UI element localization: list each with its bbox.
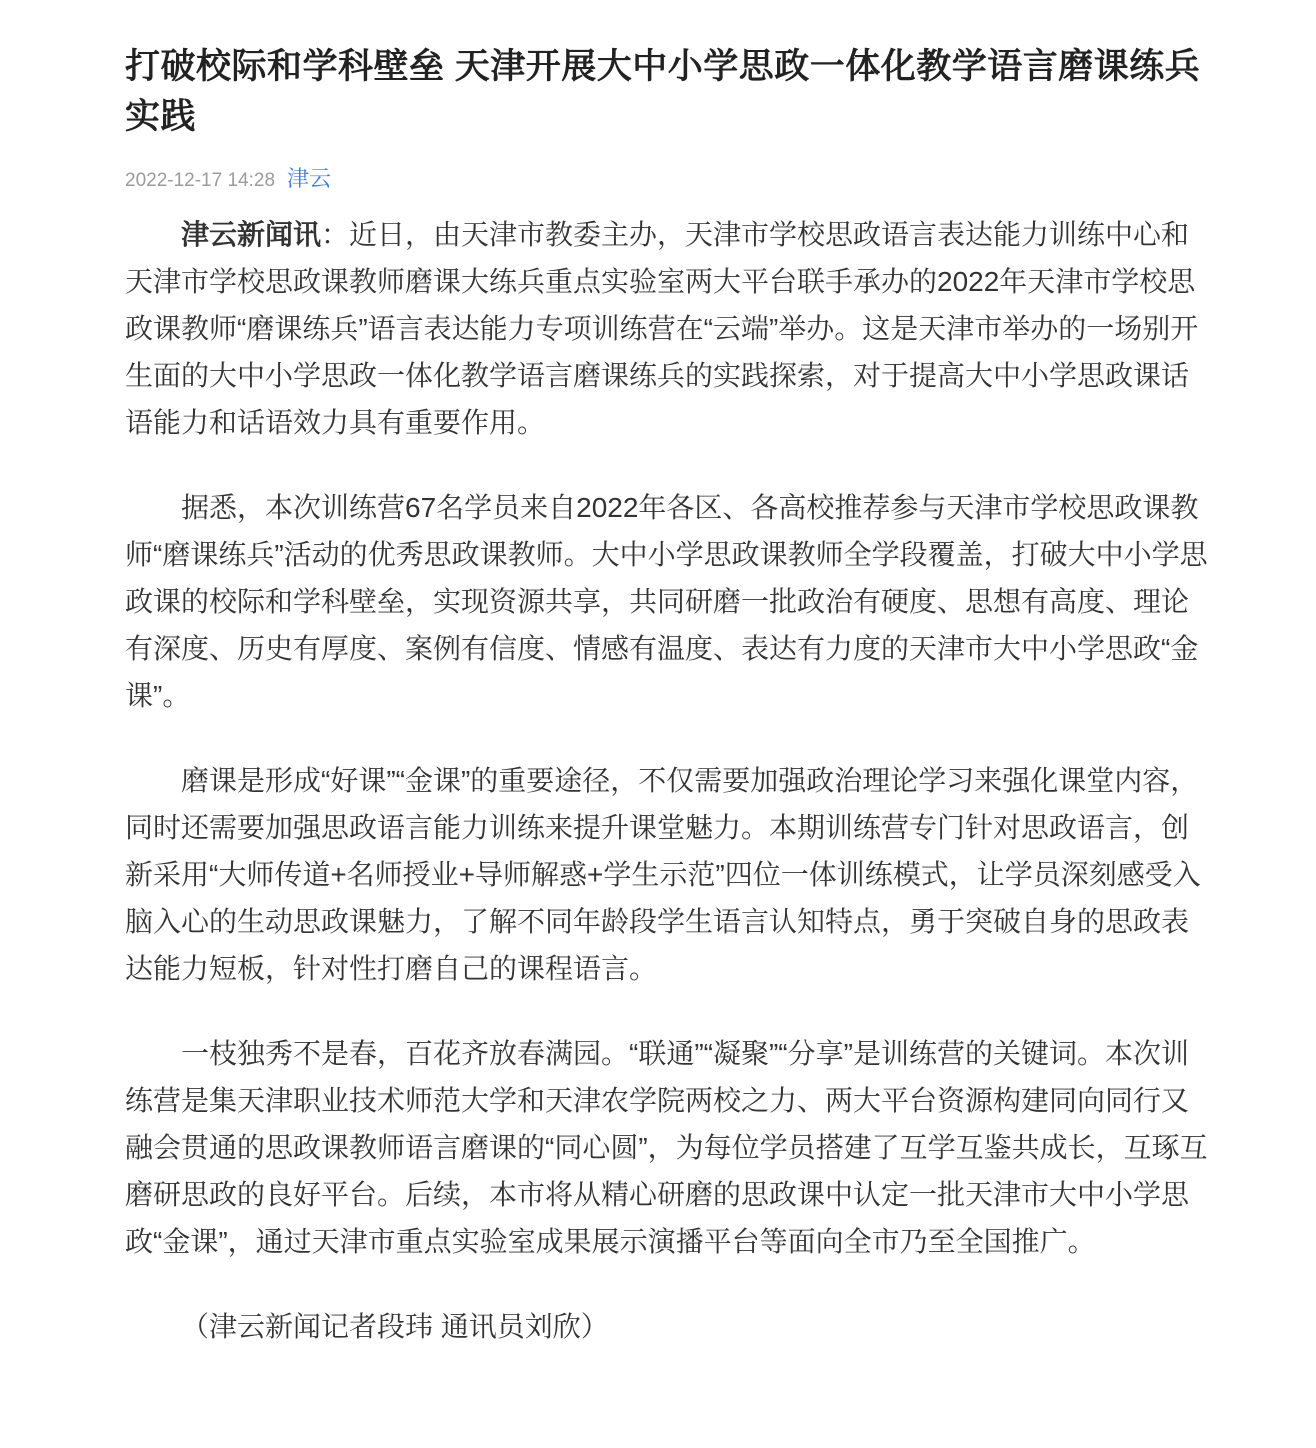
- article-body: [125, 211, 1215, 1350]
- article: [125, 0, 1215, 1350]
- source-link[interactable]: 津云: [287, 166, 332, 191]
- paragraph-lead: 津云新闻讯: [181, 219, 322, 250]
- publish-datetime: 2022-12-17 14:28: [125, 170, 276, 191]
- byline: （津云新闻记者段玮 通讯员刘欣）: [181, 1311, 609, 1342]
- paragraph: 一枝独秀不是春，百花齐放春满园。“联通”“凝聚”“分享”是训练营的关键词。本次训练营是集天津职业技术师范大学和天津农学院两校之力、两大平台资源构建同向同行又融会贯通的思政课教师语言磨课的“同心圆”，为每位学员搭建了互学互鉴共成长，互琢互磨研思政的良好平台。后续，本市将从精心研磨的思政课中认定一批天津市大中小学思政“金课”，通过天津市重点实验室成果展示演播平台等面向全市乃至全国推广。: [125, 1038, 1208, 1257]
- paragraph: 磨课是形成“好课”“金课”的重要途径，不仅需要加强政治理论学习来强化课堂内容，同时还需要加强思政语言能力训练来提升课堂魅力。本期训练营专门针对思政语言，创新采用“大师传道+名师授业+导师解惑+学生示范”四位一体训练模式，让学员深刻感受入脑入心的生动思政课魅力，了解不同年龄段学生语言认知特点，勇于突破自身的思政表达能力短板，针对性打磨自己的课程语言。: [125, 765, 1201, 984]
- paragraph: 据悉，本次训练营67名学员来自2022年各区、各高校推荐参与天津市学校思政课教师“磨课练兵”活动的优秀思政课教师。大中小学思政课教师全学段覆盖，打破大中小学思政课的校际和学科壁垒，实现资源共享，共同研磨一批政治有硬度、思想有高度、理论有深度、历史有厚度、案例有信度、情感有温度、表达有力度的天津市大中小学思政“金课”。: [125, 492, 1208, 711]
- page-title: 打破校际和学科壁垒 天津开展大中小学思政一体化教学语言磨课练兵实践: [125, 47, 1201, 136]
- article-meta: [125, 162, 1215, 193]
- paragraph: [125, 211, 1215, 446]
- paragraph-text: ：近日，由天津市教委主办，天津市学校思政语言表达能力训练中心和天津市学校思政课教师磨课大练兵重点实验室两大平台联手承办的2022年天津市学校思政课教师“磨课练兵”语言表达能力专项训练营在“云端”举办。这是天津市举办的一场别开生面的大中小学思政一体化教学语言磨课练兵的实践探索，对于提高大中小学思政课话语能力和话语效力具有重要作用。: [125, 219, 1199, 438]
